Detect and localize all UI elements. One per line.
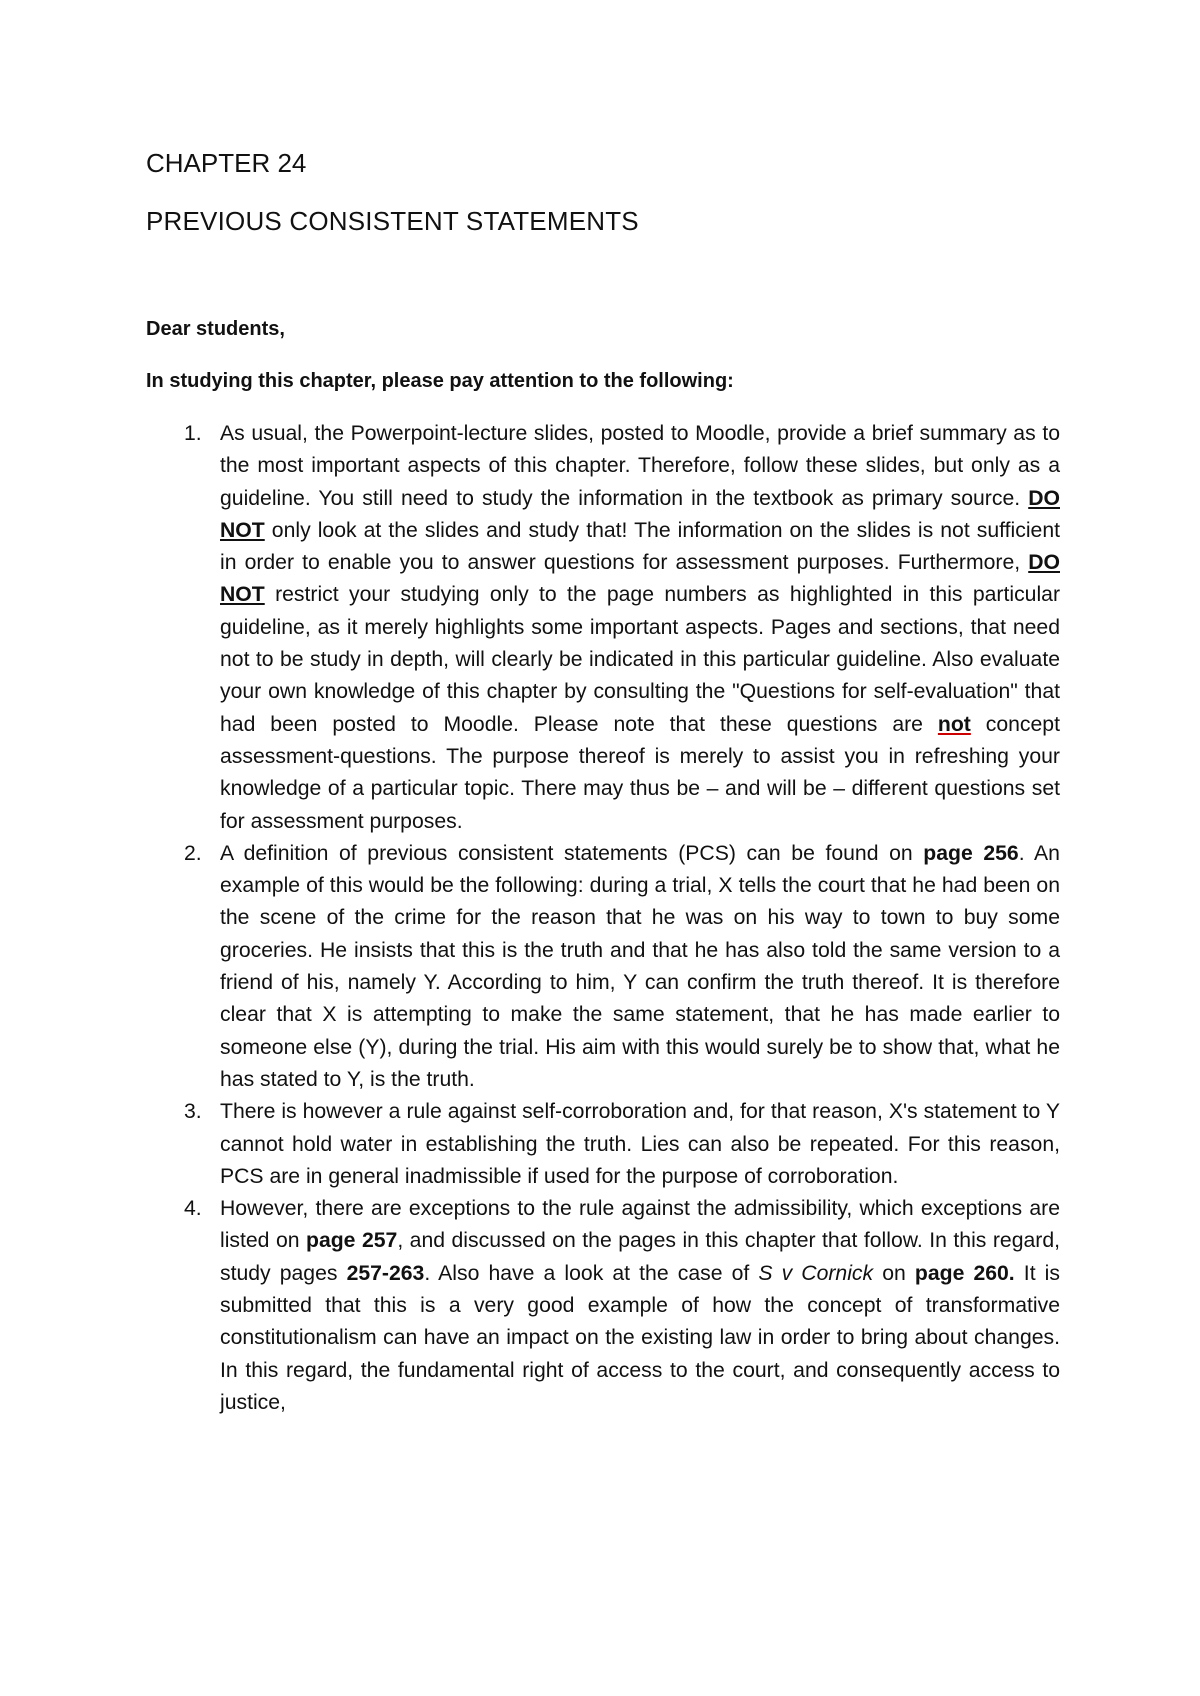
page-reference: page 256 <box>923 841 1019 865</box>
list-item-2 <box>146 838 1060 1096</box>
item-text: There is however a rule against self-corroboration and, for that reason, X's statement to Y cannot hold water in establishing the truth. Lies can also be repeated. For this reason, PCS are in general inadmissible if used for the purpose of corroboration. <box>220 1100 1060 1188</box>
item-text: However, there are exceptions to the rule against the admissibility, which exceptions are listed on <box>220 1197 1060 1253</box>
page-reference: 257-263 <box>346 1261 425 1285</box>
list-number: 1. <box>184 422 202 445</box>
item-text: concept assessment-questions. The purpose thereof is merely to assist you in refreshing your knowledge of a particular topic. There may thus be – and will be – different questions set for assessment purposes. <box>220 712 1060 833</box>
item-text: . An example of this would be the following: during a trial, X tells the court that he had been on the scene of the crime for the reason that he was on his way to town to buy some groceries. He insists that this is the truth and that he has also told the same version to a friend of his, namely Y. According to him, Y can confirm the truth thereof. It is therefore clear that X is attempting to make the same statement, that he has made earlier to someone else (Y), during the trial. His aim with this would surely be to show that, what he has stated to Y, is the truth. <box>220 841 1060 1091</box>
item-text: . Also have a look at the case of <box>424 1261 759 1285</box>
salutation: Dear students, <box>146 318 285 340</box>
item-text: on <box>873 1261 915 1285</box>
case-name: S v Cornick <box>758 1261 874 1285</box>
emphasis-do-not: DO NOT <box>220 551 1060 607</box>
item-text: only look at the slides and study that! The information on the slides is not sufficient in order to enable you to answer questions for assessment purposes. Furthermore, <box>220 518 1060 575</box>
list-number: 2. <box>184 841 202 865</box>
item-text: restrict your studying only to the page numbers as highlighted in this particular guideline, as it merely highlights some important aspects. Pages and sections, that need not to be study in depth, will clearly be indicated in this particular guideline. Also evaluate your own knowledge of this chapter by consulting the "Questions for self-evaluation" that had been posted to Moodle. Please note that these questions are <box>220 583 1060 736</box>
numbered-list <box>146 418 1060 1419</box>
item-text: A definition of previous consistent statements (PCS) can be found on <box>220 841 924 865</box>
list-number: 3. <box>184 1100 202 1124</box>
list-item-4 <box>146 1193 1060 1419</box>
chapter-label: CHAPTER 24 <box>146 148 307 178</box>
page-reference: page 260. <box>914 1261 1015 1285</box>
list-item-1 <box>146 418 1060 838</box>
item-text: , and discussed on the pages in this chapter that follow. In this regard, study pages <box>220 1229 1060 1285</box>
emphasis-do-not: DO NOT <box>220 486 1060 542</box>
item-text: As usual, the Powerpoint-lecture slides, posted to Moodle, provide a brief summary as to the most important aspects of this chapter. Therefore, follow these slides, but only as a guideline. You still need to study the information in the textbook as primary source. <box>220 422 1060 510</box>
list-number: 4. <box>184 1197 202 1221</box>
item-text: It is submitted that this is a very good example of how the concept of transformative constitutionalism can have an impact on the existing law in order to bring about changes. In this regard, the fundamental right of access to the court, and consequently access to justice, <box>220 1261 1060 1414</box>
instruction-heading: In studying this chapter, please pay attention to the following: <box>146 370 734 392</box>
emphasis-not: not <box>937 712 971 736</box>
list-item-3 <box>146 1096 1060 1193</box>
page-reference: page 257 <box>306 1229 398 1253</box>
chapter-title: PREVIOUS CONSISTENT STATEMENTS <box>146 206 639 236</box>
